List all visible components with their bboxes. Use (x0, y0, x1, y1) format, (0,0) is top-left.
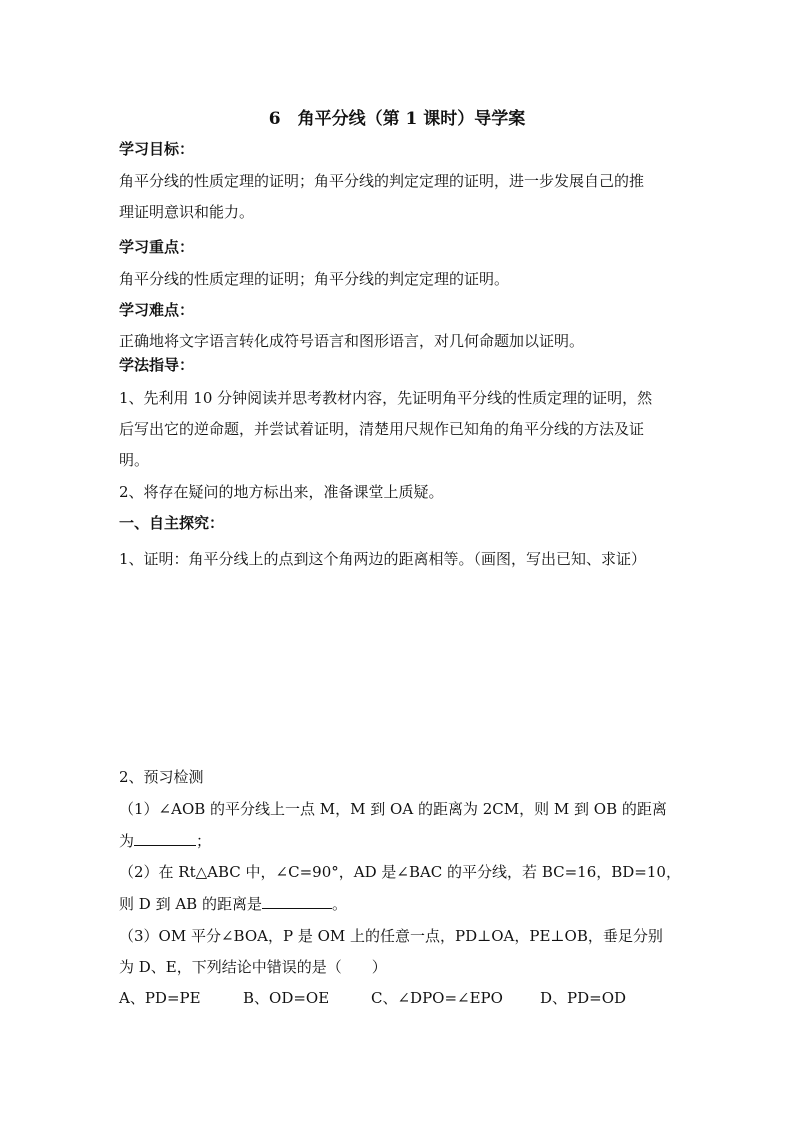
problem-2-line2 (119, 893, 347, 914)
answer-blank-1[interactable] (134, 830, 196, 846)
goal-heading: 学习目标： (119, 140, 195, 158)
method-item1-line1: 1、先利用 10 分钟阅读并思考教材内容，先证明角平分线的性质定理的证明，然 (119, 389, 653, 407)
explore-heading: 一、自主探究： (119, 514, 225, 532)
question-1: 1、证明：角平分线上的点到这个角两边的距离相等。（画图，写出已知、求证） (119, 550, 647, 568)
answer-blank-2[interactable] (262, 893, 332, 909)
page-title: 6 角平分线（第 1 课时）导学案 (268, 109, 526, 129)
problem-3-line1: （3）OM 平分∠BOA，P 是 OM 上的任意一点，PD⊥OA，PE⊥OB，垂足分别 (119, 927, 663, 945)
method-item1-line2: 后写出它的逆命题，并尝试着证明，清楚用尺规作已知角的角平分线的方法及证 (119, 420, 645, 438)
problem-2-prefix: 则 D 到 AB 的距离是 (119, 895, 262, 913)
goal-line-2: 理证明意识和能力。 (119, 203, 255, 221)
option-d[interactable]: D、PD=OD (540, 989, 627, 1007)
problem-1-suffix: ； (196, 832, 212, 850)
problem-3-line2: 为 D、E，下列结论中错误的是（ ） (119, 958, 387, 976)
option-a[interactable]: A、PD=PE (119, 989, 201, 1007)
key-point-text: 角平分线的性质定理的证明；角平分线的判定定理的证明。 (119, 270, 510, 288)
method-item1-line3: 明。 (119, 451, 150, 469)
preview-check-heading: 2、预习检测 (119, 768, 204, 786)
problem-2-suffix: 。 (331, 895, 347, 913)
method-heading: 学法指导： (119, 356, 195, 374)
problem-2-line1: （2）在 Rt△ABC 中，∠C=90°，AD 是∠BAC 的平分线，若 BC=16，BD=10， (119, 863, 681, 881)
key-point-heading: 学习重点： (119, 238, 195, 256)
difficulty-text: 正确地将文字语言转化成符号语言和图形语言，对几何命题加以证明。 (119, 332, 585, 350)
problem-1-line1: （1）∠AOB 的平分线上一点 M，M 到 OA 的距离为 2CM，则 M 到 OB 的距离 (119, 800, 667, 818)
option-b[interactable]: B、OD=OE (243, 989, 330, 1007)
problem-1-line2 (119, 830, 211, 851)
problem-1-prefix: 为 (119, 832, 135, 850)
option-c[interactable]: C、∠DPO=∠EPO (371, 989, 503, 1007)
method-item2: 2、将存在疑问的地方标出来，准备课堂上质疑。 (119, 483, 444, 501)
difficulty-heading: 学习难点： (119, 301, 195, 319)
goal-line-1: 角平分线的性质定理的证明；角平分线的判定定理的证明，进一步发展自己的推 (119, 172, 645, 190)
